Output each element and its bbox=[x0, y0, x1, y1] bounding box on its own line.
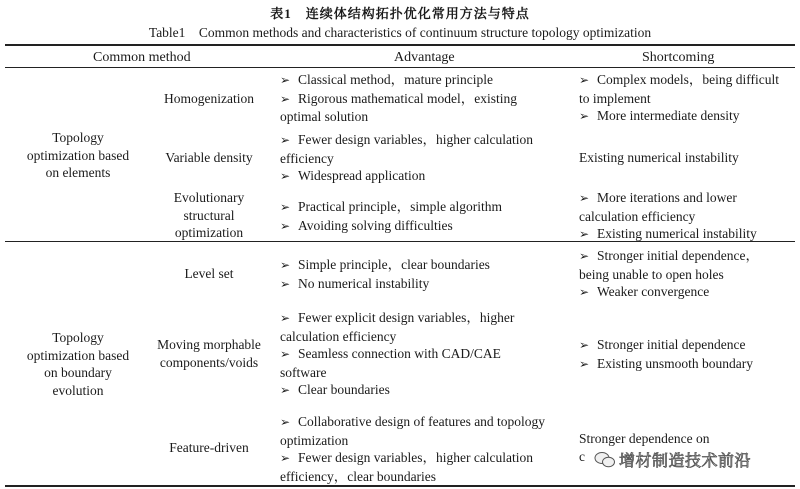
row-moving-morphable-shortcoming bbox=[579, 336, 753, 373]
shortcoming-line bbox=[579, 90, 779, 108]
category-line: optimization based bbox=[26, 147, 130, 163]
advantage-line bbox=[280, 413, 545, 432]
header-rule bbox=[5, 67, 795, 68]
shortcoming-line bbox=[579, 149, 739, 167]
arrow-bullet-icon: ➢ bbox=[280, 311, 291, 325]
arrow-bullet-icon: ➢ bbox=[280, 218, 291, 233]
advantage-text: calculation efficiency bbox=[280, 328, 397, 344]
arrow-bullet-icon: ➢ bbox=[280, 73, 291, 87]
shortcoming-text: More iterations and lower bbox=[597, 190, 737, 205]
shortcoming-text: More intermediate density bbox=[597, 108, 740, 123]
advantage-line bbox=[280, 108, 517, 126]
row-feature-driven-method bbox=[150, 439, 268, 457]
watermark bbox=[594, 448, 794, 480]
advantage-text: optimization bbox=[280, 432, 349, 448]
header-shortcoming: Shortcoming bbox=[642, 50, 715, 65]
header-common-method: Common method bbox=[93, 50, 191, 65]
row-moving-morphable-advantage bbox=[280, 309, 514, 400]
advantage-line bbox=[280, 449, 545, 468]
method-line: Evolutionary bbox=[173, 190, 245, 205]
arrow-bullet-icon: ➢ bbox=[579, 249, 590, 263]
row-feature-driven-advantage bbox=[280, 413, 545, 485]
group-boundary-category bbox=[8, 329, 148, 399]
wechat-icon bbox=[594, 451, 616, 473]
method-line: Level set bbox=[184, 266, 234, 281]
method-line: Homogenization bbox=[164, 91, 254, 106]
arrow-bullet-icon: ➢ bbox=[579, 109, 590, 123]
shortcoming-line bbox=[579, 208, 757, 226]
advantage-text: Practical principle，simple algorithm bbox=[298, 199, 502, 214]
shortcoming-text: Existing unsmooth boundary bbox=[597, 355, 753, 371]
shortcoming-line bbox=[579, 283, 759, 302]
row-level-set-shortcoming bbox=[579, 247, 759, 302]
table-caption-en: Table1 Common methods and characteristics of continuum structure topology optimization bbox=[148, 25, 652, 40]
advantage-line bbox=[280, 432, 545, 450]
watermark-text: 增材制造技术前沿 bbox=[619, 451, 752, 470]
header-advantage: Advantage bbox=[394, 50, 455, 65]
shortcoming-line bbox=[579, 71, 779, 90]
advantage-text: No numerical instability bbox=[298, 275, 430, 291]
arrow-bullet-icon: ➢ bbox=[579, 356, 590, 371]
row-evolutionary-shortcoming bbox=[579, 189, 757, 244]
category-line: on elements bbox=[45, 165, 111, 180]
shortcoming-line bbox=[579, 336, 753, 355]
shortcoming-line bbox=[579, 189, 757, 208]
advantage-text: Fewer design variables，higher calculation bbox=[298, 450, 534, 465]
advantage-text: optimal solution bbox=[280, 109, 369, 124]
advantage-line bbox=[280, 328, 514, 346]
advantage-text: Collaborative design of features and topology bbox=[298, 414, 546, 429]
shortcoming-text: Complex models，being difficult bbox=[597, 72, 779, 87]
row-homogenization-advantage bbox=[280, 71, 517, 126]
shortcoming-text: calculation efficiency bbox=[579, 208, 696, 224]
row-evolutionary-method bbox=[150, 189, 268, 242]
row-level-set-advantage bbox=[280, 256, 490, 293]
advantage-text: software bbox=[280, 364, 327, 380]
arrow-bullet-icon: ➢ bbox=[280, 258, 291, 272]
arrow-bullet-icon: ➢ bbox=[280, 200, 291, 214]
shortcoming-text: to implement bbox=[579, 90, 651, 106]
arrow-bullet-icon: ➢ bbox=[579, 227, 590, 241]
arrow-bullet-icon: ➢ bbox=[579, 338, 590, 352]
advantage-text: Seamless connection with CAD/CAE bbox=[298, 346, 501, 361]
method-line: structural bbox=[183, 207, 235, 223]
arrow-bullet-icon: ➢ bbox=[280, 169, 291, 183]
advantage-line bbox=[280, 345, 514, 364]
group-elements-category bbox=[8, 129, 148, 182]
advantage-line bbox=[280, 90, 517, 109]
advantage-text: Fewer explicit design variables，higher bbox=[298, 310, 515, 325]
bottom-rule bbox=[5, 485, 795, 487]
row-level-set-method bbox=[150, 265, 268, 283]
shortcoming-line bbox=[579, 107, 779, 126]
advantage-text: Rigorous mathematical model，existing bbox=[298, 90, 517, 106]
category-line: on boundary bbox=[44, 365, 112, 380]
shortcoming-text: Stronger initial dependence， bbox=[597, 248, 759, 263]
advantage-line bbox=[280, 256, 490, 275]
row-variable-density-shortcoming bbox=[579, 149, 739, 167]
arrow-bullet-icon: ➢ bbox=[579, 191, 590, 205]
method-line: Feature-driven bbox=[169, 440, 249, 455]
arrow-bullet-icon: ➢ bbox=[280, 383, 291, 397]
shortcoming-line bbox=[579, 247, 759, 266]
row-homogenization-shortcoming bbox=[579, 71, 779, 126]
row-homogenization-method bbox=[150, 90, 268, 108]
shortcoming-line bbox=[579, 225, 757, 244]
row-variable-density-advantage bbox=[280, 131, 533, 186]
shortcoming-line bbox=[579, 355, 753, 374]
category-line: optimization based bbox=[26, 347, 130, 363]
advantage-text: Avoiding solving difficulties bbox=[298, 217, 453, 233]
shortcoming-text: being unable to open holes bbox=[579, 266, 724, 282]
row-evolutionary-advantage bbox=[280, 198, 502, 235]
advantage-text: efficiency，clear boundaries bbox=[280, 468, 437, 484]
shortcoming-text: c bbox=[579, 448, 585, 464]
method-line: components/voids bbox=[159, 354, 259, 370]
table-caption-cn: 表1 连续体结构拓扑优化常用方法与特点 bbox=[270, 6, 530, 21]
shortcoming-text: Existing numerical instability bbox=[579, 150, 739, 165]
row-moving-morphable-method bbox=[150, 336, 268, 371]
advantage-line bbox=[280, 309, 514, 328]
advantage-text: Widespread application bbox=[298, 168, 426, 183]
shortcoming-text: Stronger initial dependence bbox=[597, 337, 746, 352]
advantage-text: efficiency bbox=[280, 150, 334, 166]
arrow-bullet-icon: ➢ bbox=[579, 73, 590, 87]
arrow-bullet-icon: ➢ bbox=[280, 276, 291, 291]
advantage-line bbox=[280, 71, 517, 90]
shortcoming-line bbox=[579, 430, 709, 448]
advantage-line bbox=[280, 217, 502, 236]
method-line: Variable density bbox=[165, 150, 253, 165]
category-line: Topology bbox=[52, 330, 104, 345]
arrow-bullet-icon: ➢ bbox=[280, 91, 291, 106]
arrow-bullet-icon: ➢ bbox=[280, 133, 291, 147]
advantage-text: Fewer design variables，higher calculation bbox=[298, 132, 534, 147]
arrow-bullet-icon: ➢ bbox=[280, 451, 291, 465]
arrow-bullet-icon: ➢ bbox=[579, 285, 590, 299]
top-rule bbox=[5, 44, 795, 46]
method-line: optimization bbox=[174, 225, 244, 240]
arrow-bullet-icon: ➢ bbox=[280, 347, 291, 361]
advantage-line bbox=[280, 364, 514, 382]
method-line: Moving morphable bbox=[157, 337, 261, 352]
shortcoming-text: Existing numerical instability bbox=[597, 226, 757, 241]
advantage-line bbox=[280, 167, 533, 186]
arrow-bullet-icon: ➢ bbox=[280, 415, 291, 429]
shortcoming-text: Stronger dependence on bbox=[579, 431, 710, 446]
advantage-line bbox=[280, 275, 490, 294]
shortcoming-line bbox=[579, 266, 759, 284]
advantage-line bbox=[280, 381, 514, 400]
advantage-line bbox=[280, 468, 545, 486]
row-variable-density-method bbox=[150, 149, 268, 167]
advantage-line bbox=[280, 150, 533, 168]
advantage-line bbox=[280, 131, 533, 150]
advantage-text: Clear boundaries bbox=[298, 382, 390, 397]
advantage-text: Simple principle，clear boundaries bbox=[298, 257, 490, 272]
advantage-text: Classical method，mature principle bbox=[298, 72, 493, 87]
category-line: evolution bbox=[52, 382, 104, 398]
shortcoming-text: Weaker convergence bbox=[597, 284, 710, 299]
advantage-line bbox=[280, 198, 502, 217]
category-line: Topology bbox=[52, 130, 104, 145]
